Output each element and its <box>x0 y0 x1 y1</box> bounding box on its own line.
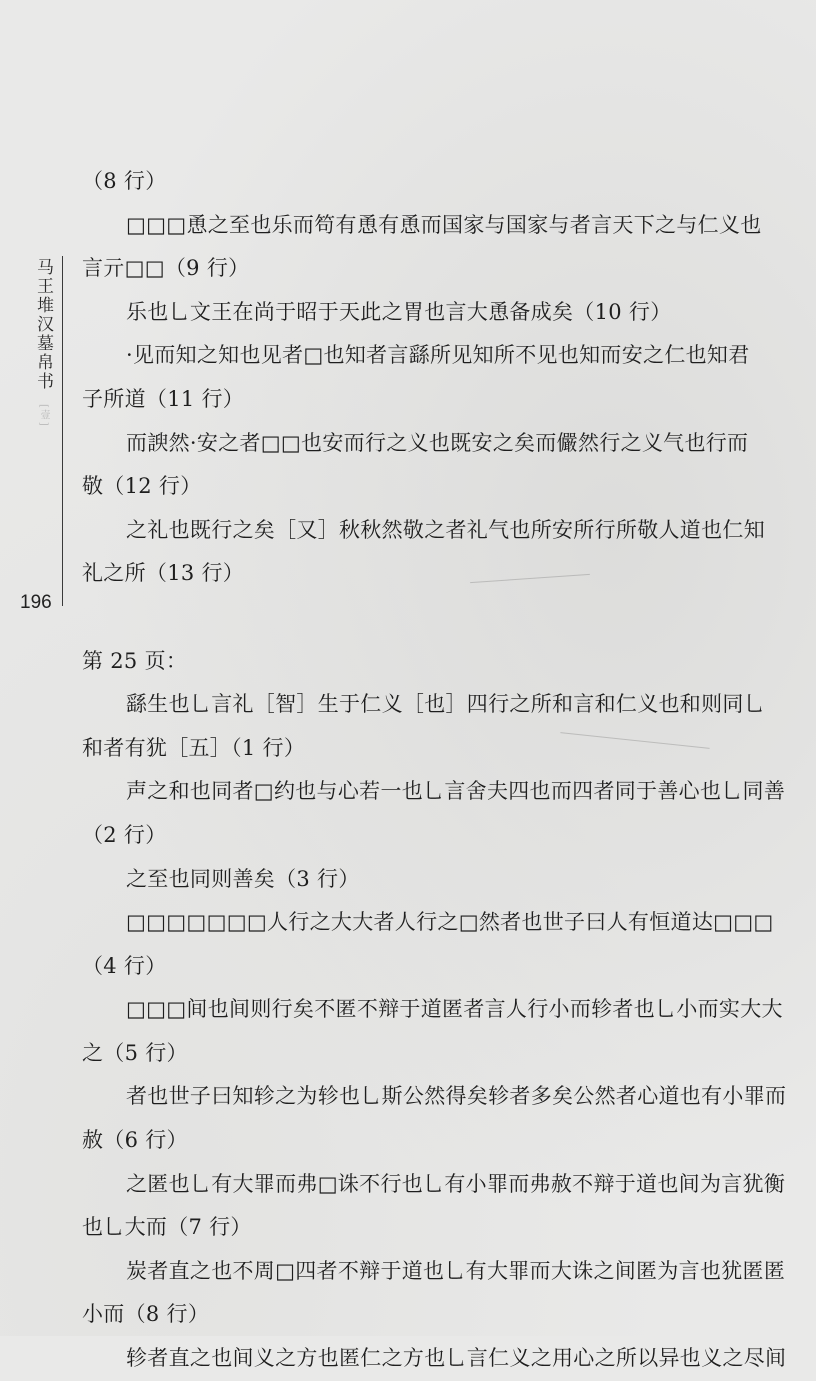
text-line: （8 行） <box>82 169 167 193</box>
text-line: ·见而知之知也见者□也知者言繇所见知所不见也知而安之仁也知君 <box>126 343 750 368</box>
text-line: □□□恿之至也乐而笱有恿有恿而国家与国家与者言天下之与仁义也 <box>126 212 762 237</box>
text-line: （2 行） <box>82 822 167 847</box>
text-line: 小而（8 行） <box>82 1302 210 1327</box>
text-line: 而諛然·安之者□□也安而行之义也既安之矣而儼然行之义气也行而 <box>126 430 749 455</box>
running-head <box>33 258 54 429</box>
text-line: 也乚大而（7 行） <box>82 1215 252 1240</box>
text-line: 炭者直之也不周□四者不辩于道也乚有大罪而大诛之间匿为言也犹匿匿 <box>126 1258 786 1283</box>
text-line: 敬（12 行） <box>82 474 202 499</box>
page-number: 196 <box>20 592 52 613</box>
text-line: 之至也同则善矣（3 行） <box>126 866 360 891</box>
body-text <box>82 160 804 1381</box>
margin-rule <box>62 256 63 606</box>
text-line: 之（5 行） <box>82 1040 188 1065</box>
running-head-title: 马王堆汉墓帛书 <box>33 258 53 391</box>
text-line: 和者有犹［五］（1 行） <box>82 735 306 760</box>
text-line: 言亓□□（9 行） <box>82 256 250 281</box>
text-line: 礼之所（13 行） <box>82 561 245 586</box>
text-line: 乐也乚文王在尚于昭于天此之胃也言大恿备成矣（10 行） <box>126 299 672 324</box>
text-line: 子所道（11 行） <box>82 386 245 411</box>
text-line: 第 25 页： <box>82 648 188 673</box>
text-line: 繇生也乚言礼［智］生于仁义［也］四行之所和言和仁义也和则同乚 <box>126 692 765 717</box>
text-line: □□□间也间则行矣不匿不辩于道匿者言人行小而轸者也乚小而实大大 <box>126 997 783 1022</box>
text-line: 者也世子曰知轸之为轸也乚斯公然得矣轸者多矣公然者心道也有小罪而 <box>126 1084 787 1109</box>
text-line: （4 行） <box>82 953 167 978</box>
blank-line <box>82 596 804 640</box>
running-head-subtitle: [壹] <box>38 404 49 429</box>
text-line: 赦（6 行） <box>82 1128 188 1153</box>
text-line: 声之和也同者□约也与心若一也乚言舍夫四也而四者同于善心也乚同善 <box>126 779 786 804</box>
text-line: 之礼也既行之矣［又］秋秋然敬之者礼气也所安所行所敬人道也仁知 <box>126 517 765 542</box>
text-line: 轸者直之也间义之方也匿仁之方也乚言仁义之用心之所以异也义之尽间 <box>126 1346 787 1371</box>
text-line: □□□□□□□人行之大大者人行之□然者也世子曰人有恒道达□□□ <box>126 910 774 935</box>
text-line: 之匿也乚有大罪而弗□诛不行也乚有小罪而弗赦不辩于道也间为言犹衡 <box>126 1171 786 1196</box>
